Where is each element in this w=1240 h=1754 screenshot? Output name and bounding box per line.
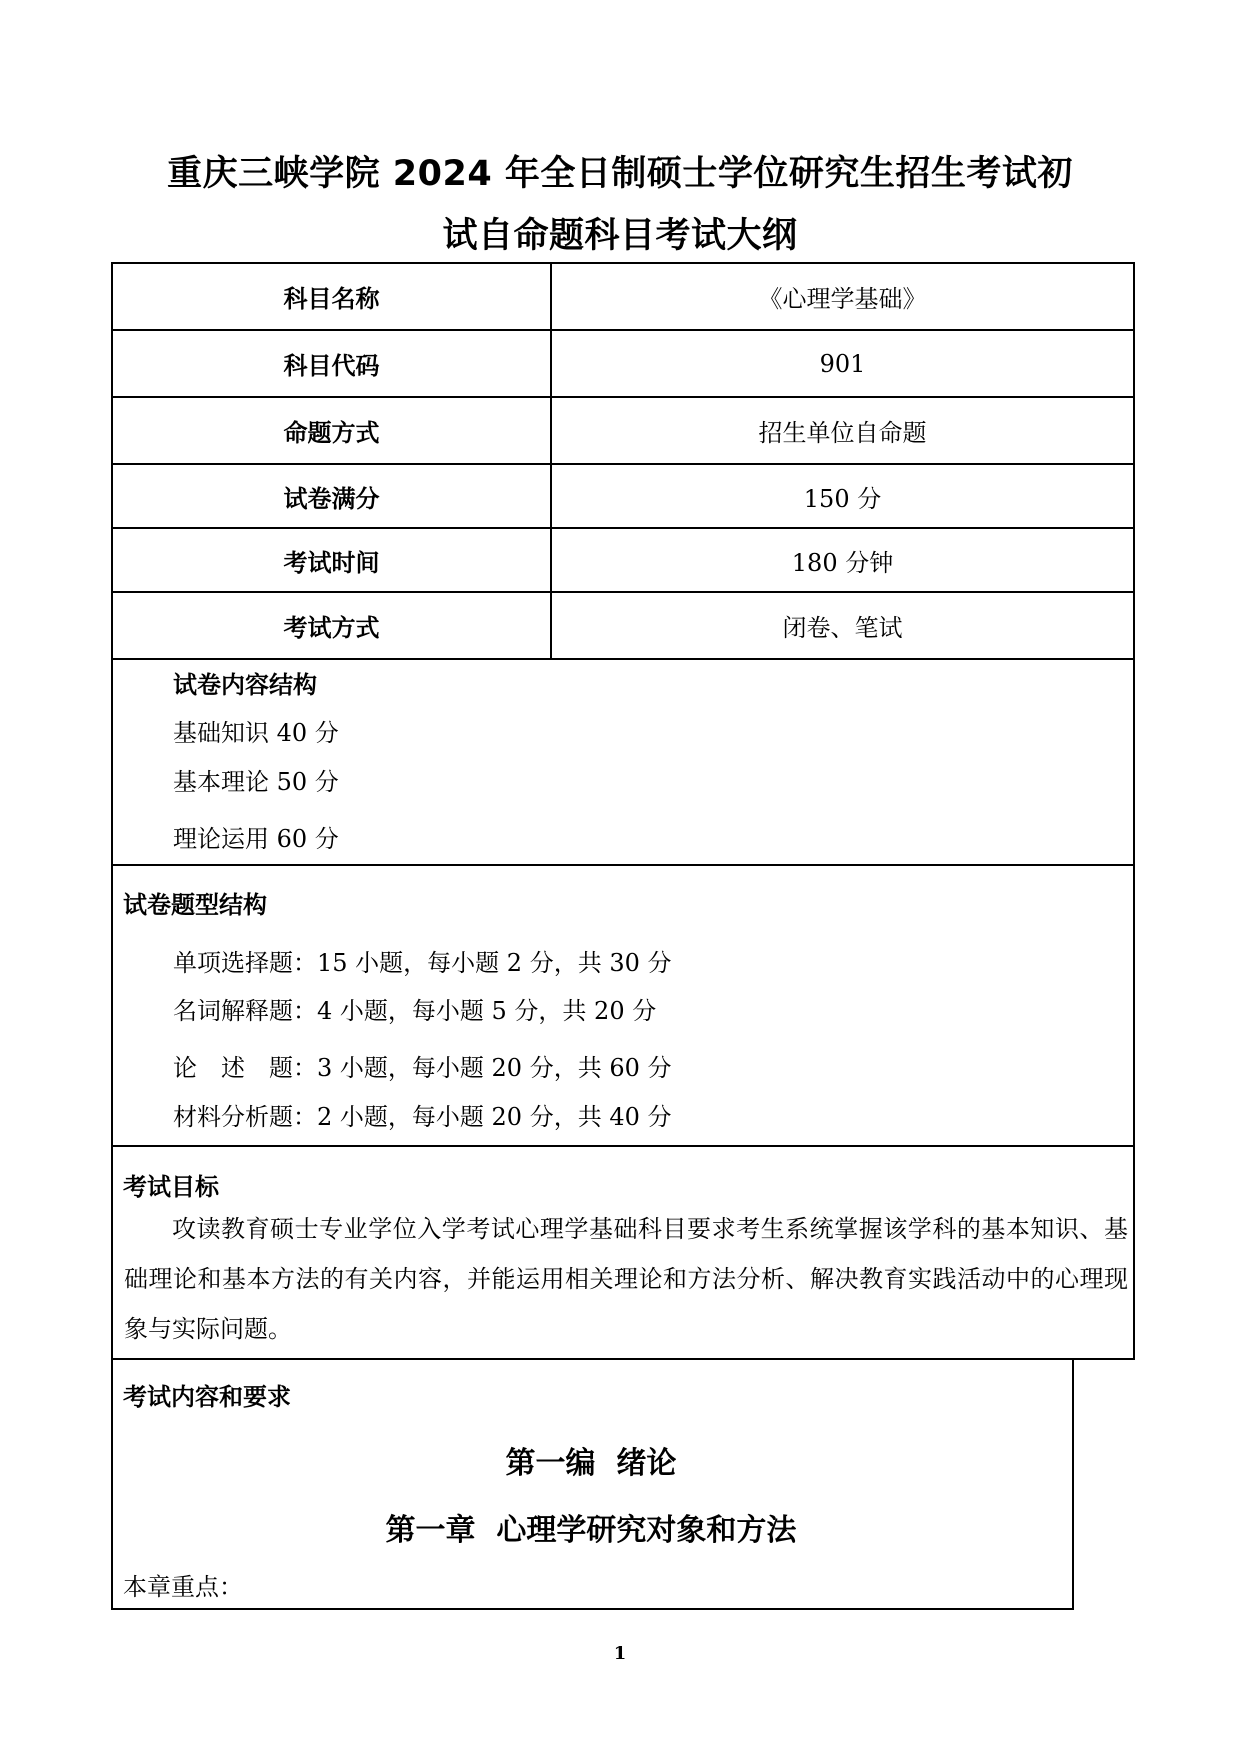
content-item: 理论运用 60 分 [173, 825, 339, 853]
full-score-value: 150 分 [551, 464, 1134, 528]
question-type-item: 名词解释题：4 小题，每小题 5 分，共 20 分 [173, 997, 657, 1025]
table-row [112, 263, 1134, 330]
question-type-item: 材料分析题：2 小题，每小题 20 分，共 40 分 [173, 1103, 672, 1131]
subject-name-value: 《心理学基础》 [551, 263, 1134, 330]
table-row [112, 330, 1134, 397]
content-item: 基本理论 50 分 [173, 768, 339, 796]
subject-code-label: 科目代码 [112, 330, 551, 397]
exam-goal-text: 攻读教育硕士专业学位入学考试心理学基础科目要求考生系统掌握该学科的基本知识、基础理论和基本方法的有关内容，并能运用相关理论和方法分析、解决教育实践活动中的心理现象与实际问题。 [124, 1215, 1128, 1343]
question-type-item: 论 述 题：3 小题，每小题 20 分，共 60 分 [173, 1054, 672, 1082]
question-structure-heading: 试卷题型结构 [123, 891, 267, 919]
exam-time-label: 考试时间 [112, 528, 551, 592]
document-title-line2: 试自命题科目考试大纲 [442, 216, 798, 256]
exam-method-label: 考试方式 [112, 592, 551, 659]
subject-name-label: 科目名称 [112, 263, 551, 330]
exam-method-value: 闭卷、笔试 [551, 592, 1134, 659]
table-row [112, 397, 1134, 464]
table-row [112, 528, 1134, 592]
exam-goal-heading: 考试目标 [123, 1173, 219, 1201]
full-score-label: 试卷满分 [112, 464, 551, 528]
exam-time-value: 180 分钟 [551, 528, 1134, 592]
subject-code-value: 901 [551, 330, 1134, 397]
table-row [112, 592, 1134, 659]
chapter-title: 第一章 心理学研究对象和方法 [385, 1513, 797, 1548]
subject-info-table [111, 262, 1135, 660]
document-title-line1: 重庆三峡学院 2024 年全日制硕士学位研究生招生考试初 [167, 154, 1073, 194]
question-method-value: 招生单位自命题 [551, 397, 1134, 464]
table-row [112, 464, 1134, 528]
question-method-label: 命题方式 [112, 397, 551, 464]
content-structure-heading: 试卷内容结构 [173, 671, 317, 699]
chapter-focus-label: 本章重点： [123, 1573, 243, 1601]
page-number: 1 [613, 1643, 627, 1664]
part-title: 第一编 绪论 [505, 1446, 677, 1481]
question-type-item: 单项选择题：15 小题，每小题 2 分，共 30 分 [173, 949, 672, 977]
content-item: 基础知识 40 分 [173, 719, 339, 747]
exam-content-heading: 考试内容和要求 [123, 1383, 291, 1411]
